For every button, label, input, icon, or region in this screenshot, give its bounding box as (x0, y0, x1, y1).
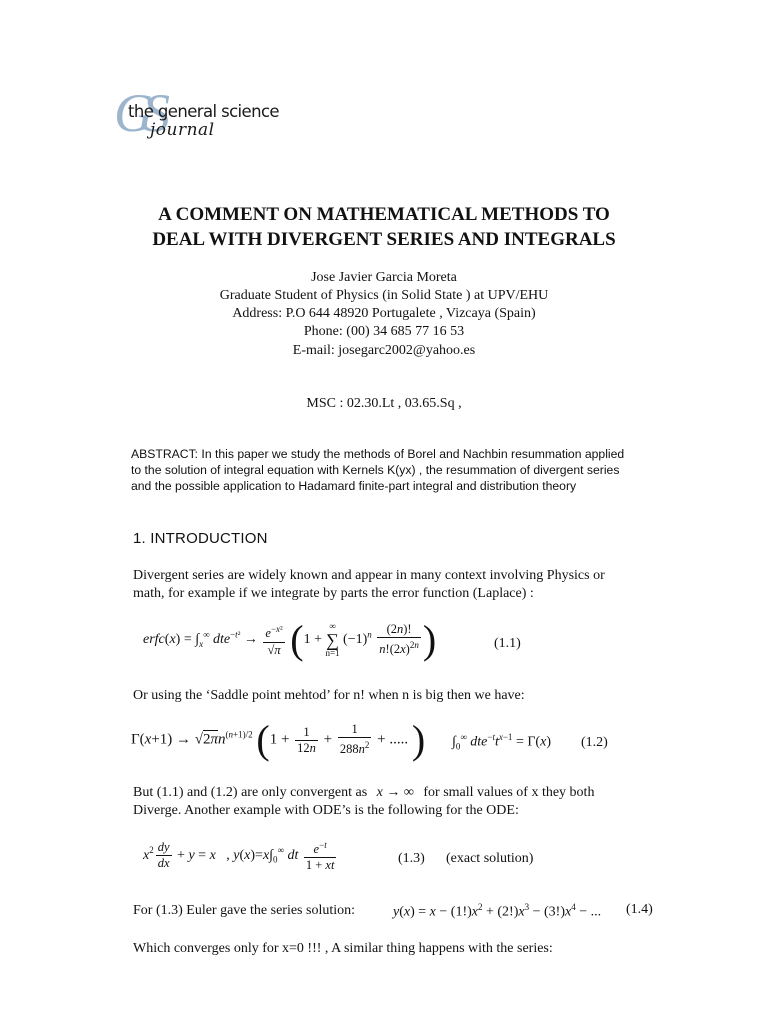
paper-title (60, 202, 708, 252)
author-affiliation: Graduate Student of Physics (in Solid State ) at UPV/EHU (219, 288, 549, 303)
logo-text-line2: journal (150, 120, 215, 140)
abstract-line2: to the solution of integral equation with Kernels K(yx) , the resummation of divergent series (131, 463, 620, 477)
equation-number: (1.1) (494, 636, 521, 651)
equation-number: (1.3) (398, 851, 425, 866)
title-line2: DEAL WITH DIVERGENT SERIES AND INTEGRALS (152, 229, 616, 250)
equation-1-4: $y(x) = x - (1!)x^2 + (2!)x^3 - (3!)x^4$ − ... (393, 902, 602, 920)
paragraph-line (133, 784, 594, 802)
abstract (131, 446, 671, 494)
author-name: Jose Javier Garcia Moreta (311, 270, 457, 285)
logo-text-line1: the general science (128, 102, 279, 121)
abstract-line3: and the possible application to Hadamard finite-part integral and distribution theory (131, 479, 577, 493)
equation-1-2: $\Gamma(x+1) \to √2\pi n^{(n+1)/2}$ (1 + $\frac{1}{12n}$ + $\frac{1}{288n^2}$ + ..... ) (131, 717, 426, 762)
journal-logo (110, 83, 310, 150)
paragraph-text: But (1.1) and (1.2) are only convergent as (133, 785, 368, 800)
paragraph-line: Diverge. Another example with ODE’s is the following for the ODE: (133, 803, 519, 818)
paragraph-line: For (1.3) Euler gave the series solution: (133, 903, 356, 918)
paragraph-text: for small values of x they both (423, 785, 595, 800)
limit-expression: x → ∞ (376, 785, 414, 800)
author-address: Address: P.O 644 48920 Portugalete , Vizcaya (Spain) (232, 306, 536, 321)
author-phone: Phone: (00) 34 685 77 16 53 (303, 324, 465, 339)
equation-number: (1.4) (626, 902, 653, 917)
equation-gamma-integral: $\int_0^\infty$ $dte^{-t}t^{x-1} = \Gamma(x)$ (452, 732, 551, 752)
paragraph-line: Divergent series are widely known and appear in many context involving Physics or (133, 568, 605, 583)
paragraph-line: Which converges only for x=0 !!! , A similar thing happens with the series: (133, 941, 553, 956)
equation-1-1: erfc(x) = $\int_x^\infty$ dte$^{-t^2}$ → $\frac{e^{-x^2}}{√\pi}$ (1 + ∞ ∑ n=1 $(-1)^n$ $\frac{(2n)!}{n!(2x)^{2n}}$ ) (143, 617, 437, 662)
author-email: E-mail: josegarc2002@yahoo.es (292, 343, 476, 358)
equation-1-3: $x^2$ $\frac{dy}{dx}$ + y = x , $y(x)=x\int_0^\infty$ dt $\frac{e^{-t}}{1 + xt}$ (143, 840, 335, 873)
msc-codes: MSC : 02.30.Lt , 03.65.Sq , (306, 396, 462, 411)
title-line1: A COMMENT ON MATHEMATICAL METHODS TO (158, 204, 610, 225)
section-heading: 1. INTRODUCTION (133, 530, 268, 547)
paragraph-line: Or using the ‘Saddle point mehtod’ for n! when n is big then we have: (133, 688, 525, 703)
paragraph-line: math, for example if we integrate by parts the error function (Laplace) : (133, 586, 534, 601)
equation-number: (1.2) (581, 735, 608, 750)
logo-monogram: GS (114, 83, 160, 143)
equation-note: (exact solution) (446, 851, 534, 866)
abstract-line1: ABSTRACT: In this paper we study the methods of Borel and Nachbin resummation applied (131, 447, 625, 461)
